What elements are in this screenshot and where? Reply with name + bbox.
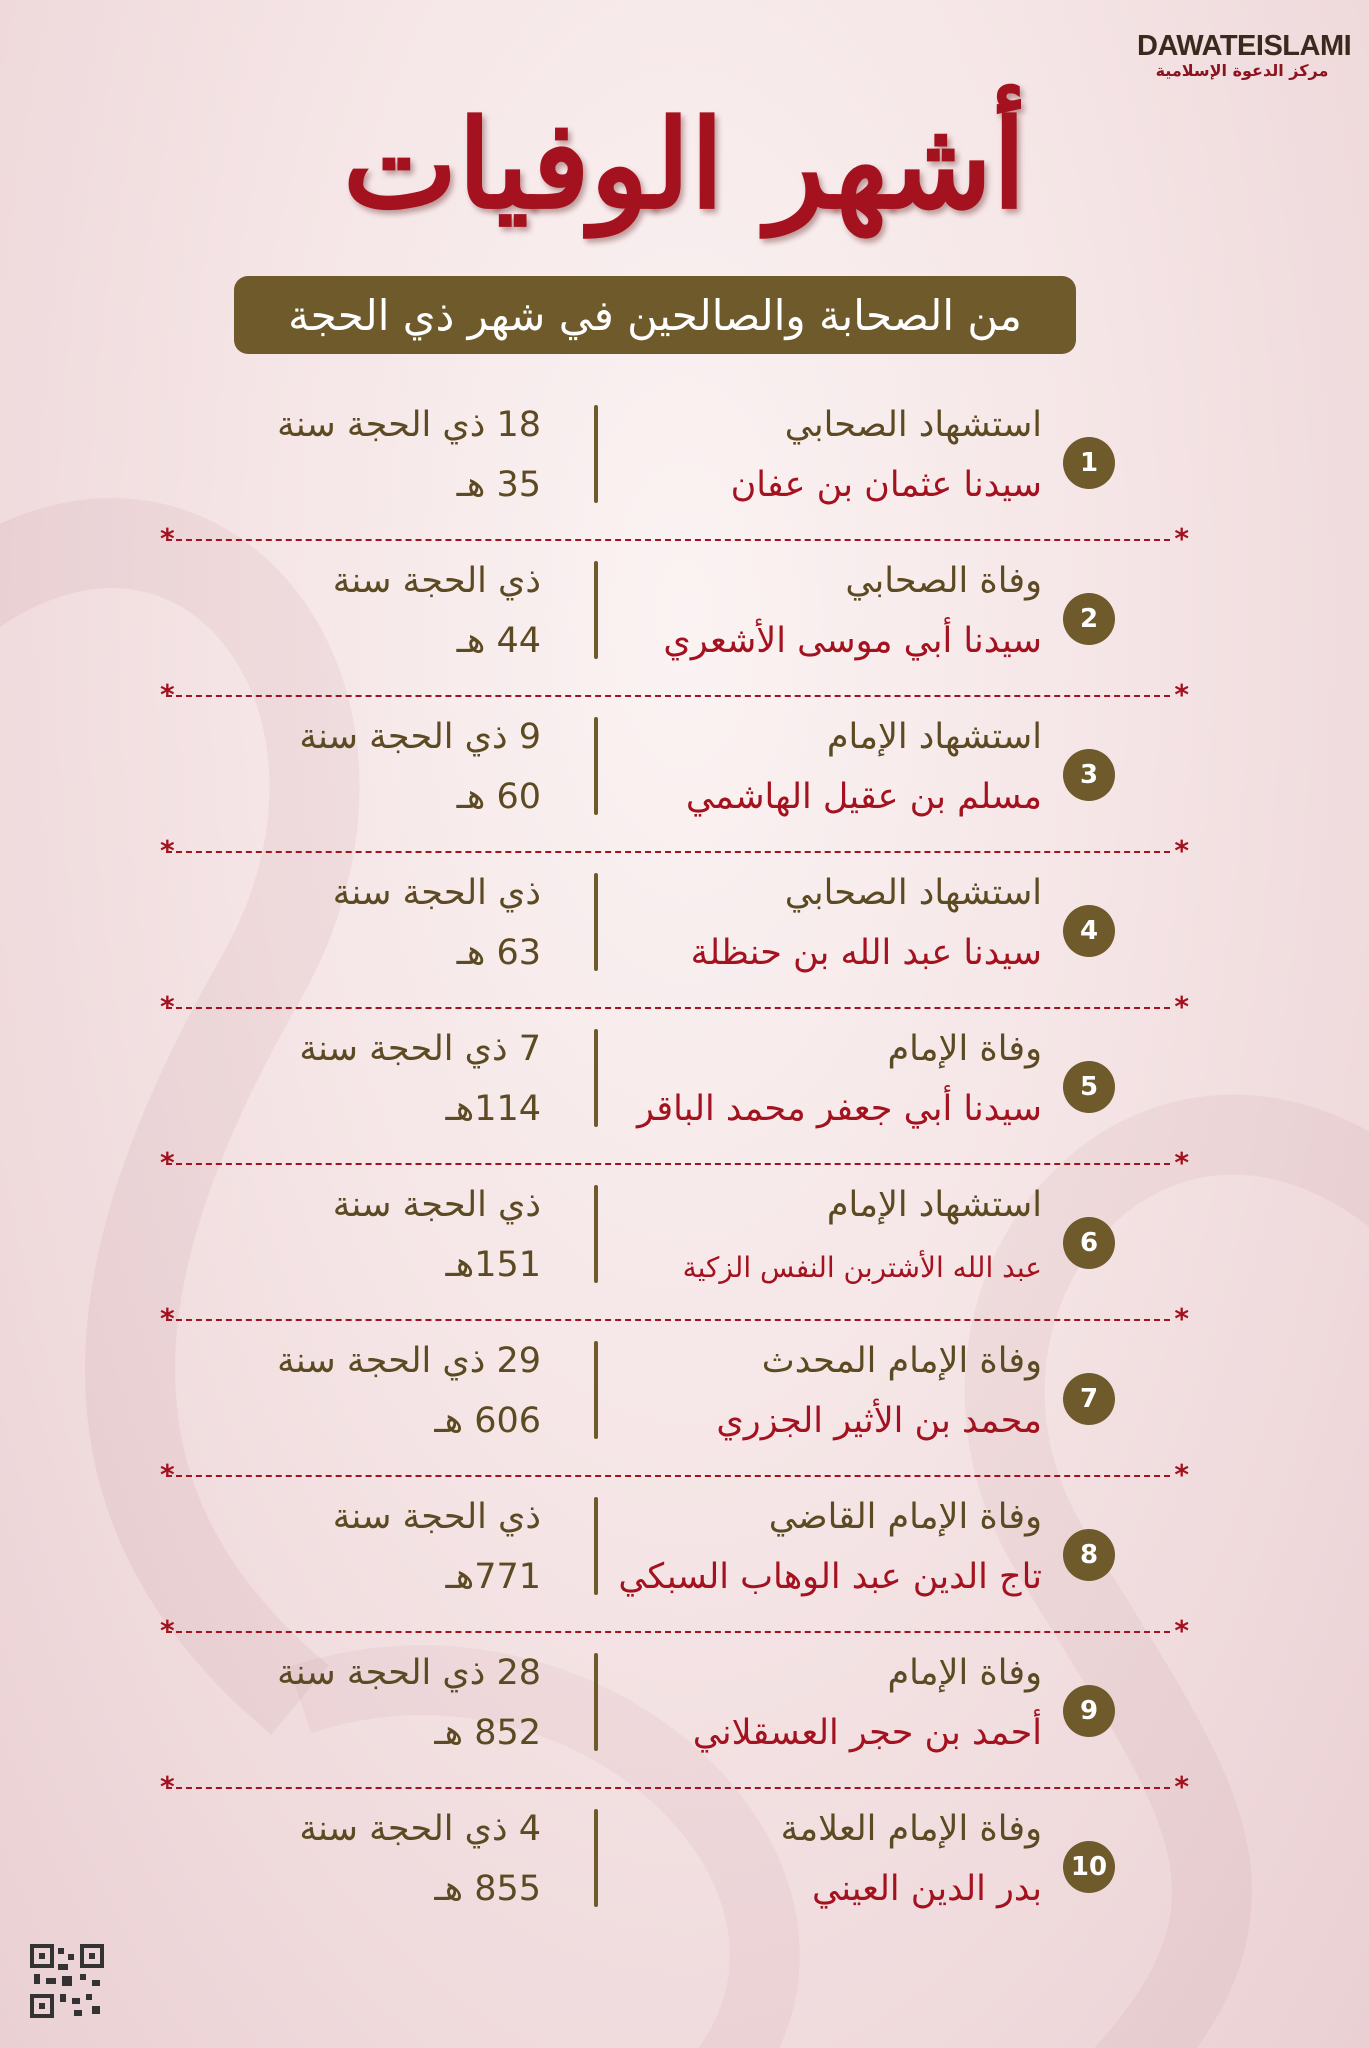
item-person: سيدنا أبي جعفر محمد الباقر — [637, 1089, 1042, 1129]
star-icon: * — [160, 522, 175, 555]
star-icon: * — [1174, 990, 1189, 1023]
column-divider — [594, 717, 598, 815]
column-divider — [594, 1809, 598, 1907]
item-year: 151هـ — [445, 1245, 541, 1285]
star-icon: * — [160, 990, 175, 1023]
subtitle-text: من الصحابة والصالحين في شهر ذي الحجة — [288, 290, 1022, 340]
item-year: 852 هـ — [434, 1713, 541, 1753]
star-icon: * — [1174, 1614, 1189, 1647]
item-event: استشهاد الصحابي — [784, 873, 1042, 913]
item-person: بدر الدين العيني — [812, 1869, 1042, 1909]
list-item — [0, 1477, 1369, 1647]
star-icon: * — [1174, 1770, 1189, 1803]
star-icon: * — [160, 1302, 175, 1335]
item-date: ذي الحجة سنة — [332, 1497, 541, 1537]
star-icon: * — [160, 834, 175, 867]
star-icon: * — [1174, 1302, 1189, 1335]
column-divider — [594, 1653, 598, 1751]
star-icon: * — [160, 1614, 175, 1647]
item-number-badge: 4 — [1063, 905, 1115, 957]
item-number-badge: 3 — [1063, 749, 1115, 801]
list-item — [0, 541, 1369, 711]
deaths-list — [0, 385, 1369, 1945]
item-event: استشهاد الإمام — [826, 1185, 1042, 1225]
item-date: 7 ذي الحجة سنة — [299, 1029, 541, 1069]
item-number-badge: 5 — [1063, 1061, 1115, 1113]
list-item — [0, 1321, 1369, 1491]
column-divider — [594, 405, 598, 503]
logo-english-text: DAWATEISLAMI — [1137, 30, 1352, 62]
item-number-badge: 8 — [1063, 1529, 1115, 1581]
column-divider — [594, 873, 598, 971]
star-icon: * — [160, 1458, 175, 1491]
item-year: 771هـ — [445, 1557, 541, 1597]
item-year: 855 هـ — [434, 1869, 541, 1909]
item-date: 18 ذي الحجة سنة — [277, 405, 541, 445]
item-person: سيدنا عبد الله بن حنظلة — [690, 933, 1042, 973]
column-divider — [594, 1029, 598, 1127]
page-title: أشهر الوفيات — [342, 92, 1027, 236]
star-icon: * — [1174, 834, 1189, 867]
item-person: سيدنا أبي موسى الأشعري — [663, 621, 1042, 661]
list-item — [0, 697, 1369, 867]
item-number-badge: 9 — [1063, 1685, 1115, 1737]
item-year: 44 هـ — [456, 621, 541, 661]
dawateislami-logo — [1137, 30, 1352, 80]
column-divider — [594, 1341, 598, 1439]
column-divider — [594, 1185, 598, 1283]
list-item — [0, 1009, 1369, 1179]
item-event: وفاة الإمام — [887, 1029, 1042, 1069]
item-date: ذي الحجة سنة — [332, 561, 541, 601]
item-year: 60 هـ — [456, 777, 541, 817]
subtitle-banner — [234, 276, 1076, 354]
item-person: محمد بن الأثير الجزري — [716, 1401, 1042, 1441]
list-item — [0, 1633, 1369, 1803]
item-person: مسلم بن عقيل الهاشمي — [685, 777, 1042, 817]
star-icon: * — [1174, 1146, 1189, 1179]
item-year: 35 هـ — [456, 465, 541, 505]
item-event: وفاة الإمام القاضي — [768, 1497, 1042, 1537]
item-year: 63 هـ — [456, 933, 541, 973]
item-event: وفاة الإمام العلامة — [780, 1809, 1042, 1849]
star-icon: * — [160, 1770, 175, 1803]
star-icon: * — [1174, 522, 1189, 555]
column-divider — [594, 1497, 598, 1595]
item-number-badge: 10 — [1063, 1841, 1115, 1893]
item-number-badge: 6 — [1063, 1217, 1115, 1269]
star-icon: * — [160, 1146, 175, 1179]
item-date: 9 ذي الحجة سنة — [299, 717, 541, 757]
logo-arabic-text: مركز الدعوة الإسلامية — [1155, 61, 1329, 80]
item-number-badge: 7 — [1063, 1373, 1115, 1425]
item-event: وفاة الإمام — [887, 1653, 1042, 1693]
item-number-badge: 1 — [1063, 437, 1115, 489]
item-date: 28 ذي الحجة سنة — [277, 1653, 541, 1693]
column-divider — [594, 561, 598, 659]
star-icon: * — [1174, 678, 1189, 711]
item-person: عبد الله الأشتربن النفس الزكية — [682, 1251, 1042, 1284]
item-year: 606 هـ — [434, 1401, 541, 1441]
item-year: 114هـ — [445, 1089, 541, 1129]
item-event: وفاة الصحابي — [845, 561, 1042, 601]
qr-code-icon[interactable] — [30, 1944, 104, 2018]
item-event: استشهاد الصحابي — [784, 405, 1042, 445]
star-icon: * — [1174, 1458, 1189, 1491]
item-date: ذي الحجة سنة — [332, 1185, 541, 1225]
item-event: استشهاد الإمام — [826, 717, 1042, 757]
list-item — [0, 853, 1369, 1023]
star-icon: * — [160, 678, 175, 711]
list-item — [0, 385, 1369, 555]
item-person: تاج الدين عبد الوهاب السبكي — [618, 1557, 1042, 1597]
item-date: 29 ذي الحجة سنة — [277, 1341, 541, 1381]
item-date: 4 ذي الحجة سنة — [299, 1809, 541, 1849]
item-event: وفاة الإمام المحدث — [761, 1341, 1042, 1381]
item-person: سيدنا عثمان بن عفان — [730, 465, 1042, 505]
list-item — [0, 1165, 1369, 1335]
list-item — [0, 1789, 1369, 1945]
item-person: أحمد بن حجر العسقلاني — [692, 1713, 1042, 1753]
item-date: ذي الحجة سنة — [332, 873, 541, 913]
item-number-badge: 2 — [1063, 593, 1115, 645]
